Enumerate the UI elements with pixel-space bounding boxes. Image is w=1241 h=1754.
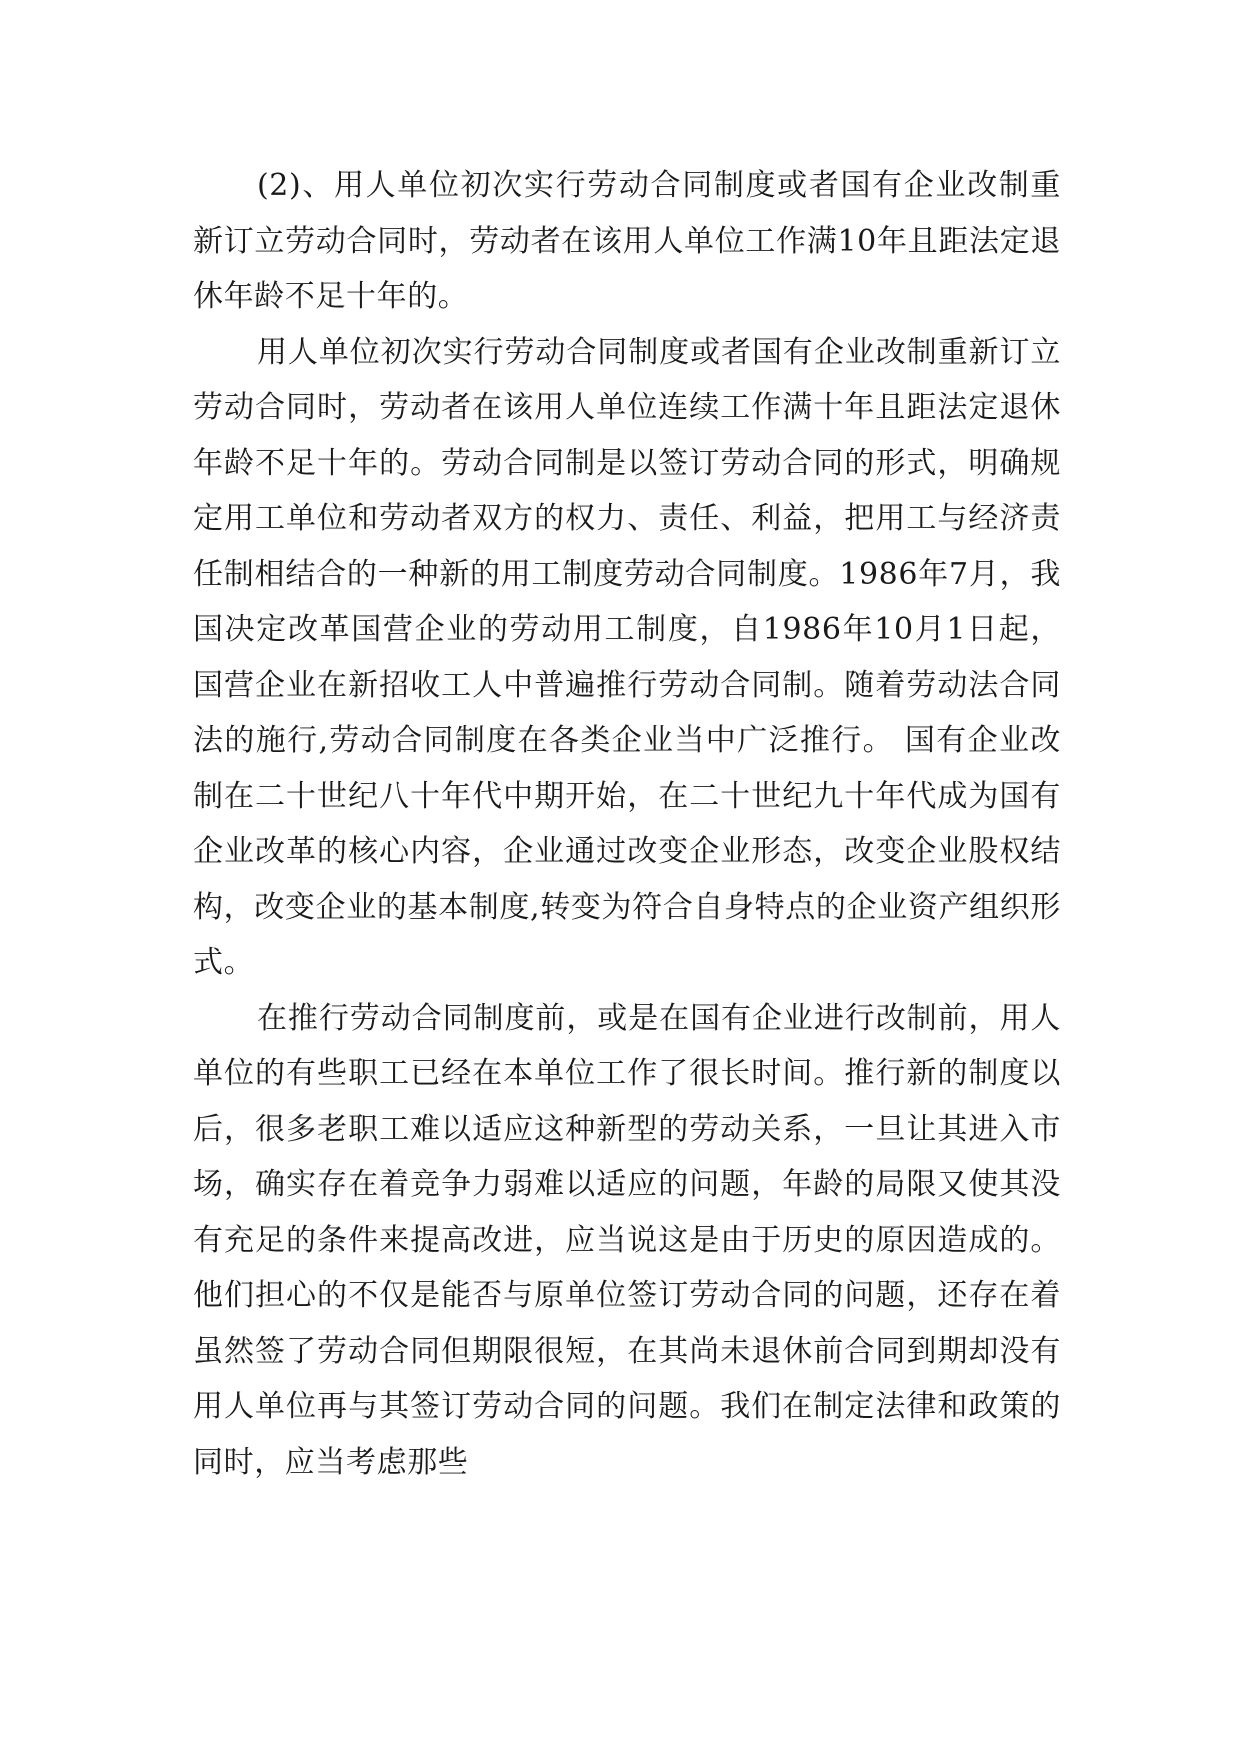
document-body [193, 158, 1061, 1490]
paragraph-3: 在推行劳动合同制度前，或是在国有企业进行改制前，用人单位的有些职工已经在本单位工作了很长时间。推行新的制度以后，很多老职工难以适应这种新型的劳动关系，一旦让其进入市场，确实存在着竞争力弱难以适应的问题，年龄的局限又使其没有充足的条件来提高改进，应当说这是由于历史的原因造成的。他们担心的不仅是能否与原单位签订劳动合同的问题，还存在着虽然签了劳动合同但期限很短，在其尚未退休前合同到期却没有用人单位再与其签订劳动合同的问题。我们在制定法律和政策的同时，应当考虑那些 [193, 1000, 1061, 1480]
paragraph-2: 用人单位初次实行劳动合同制度或者国有企业改制重新订立劳动合同时，劳动者在该用人单位连续工作满十年且距法定退休年龄不足十年的。劳动合同制是以签订劳动合同的形式，明确规定用工单位和劳动者双方的权力、责任、利益，把用工与经济责任制相结合的一种新的用工制度劳动合同制度。1986年7月，我国决定改革国营企业的劳动用工制度，自1986年10月1日起，国营企业在新招收工人中普遍推行劳动合同制。随着劳动法合同法的施行,劳动合同制度在各类企业当中广泛推行。 国有企业改制在二十世纪八十年代中期开始，在二十世纪九十年代成为国有企业改革的核心内容，企业通过改变企业形态，改变企业股权结构，改变企业的基本制度,转变为符合自身特点的企业资产组织形式。 [193, 334, 1061, 980]
paragraph-1: (2)、用人单位初次实行劳动合同制度或者国有企业改制重新订立劳动合同时，劳动者在该用人单位工作满10年且距法定退休年龄不足十年的。 [193, 168, 1061, 314]
